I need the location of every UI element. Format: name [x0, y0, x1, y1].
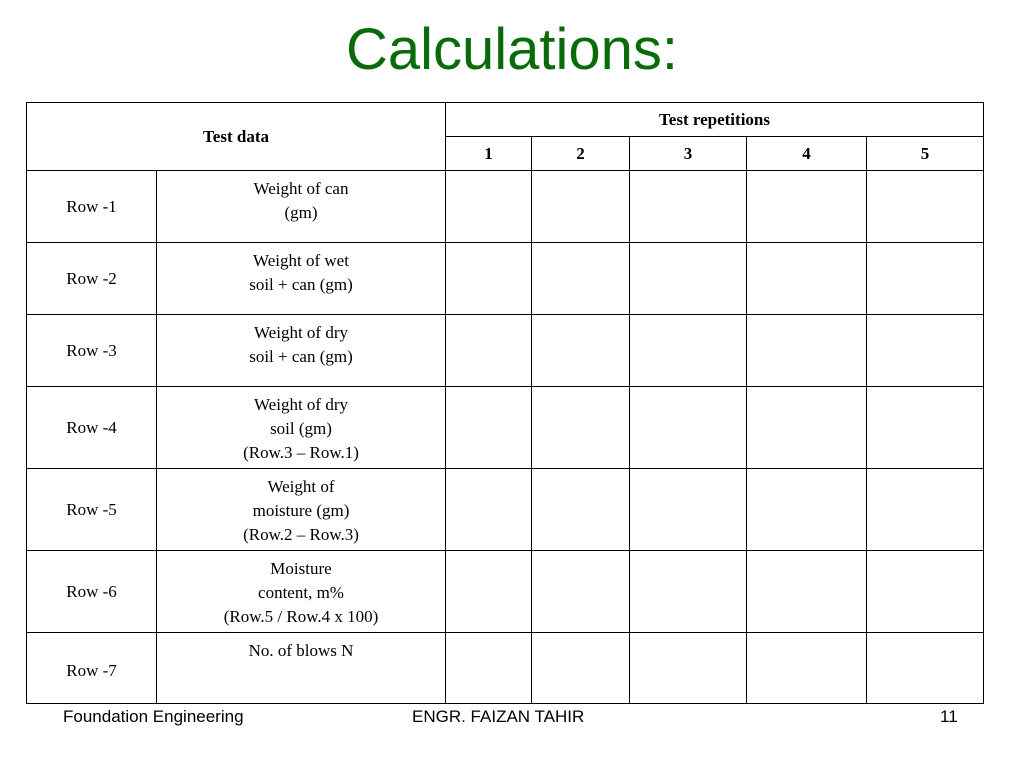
data-cell[interactable]	[630, 243, 747, 315]
data-cell[interactable]	[532, 469, 630, 551]
description-line: (gm)	[284, 203, 318, 222]
data-cell[interactable]	[747, 243, 867, 315]
data-cell[interactable]	[747, 633, 867, 704]
table-row	[27, 633, 984, 704]
row-label: Row -2	[27, 243, 157, 315]
table-row	[27, 243, 984, 315]
data-cell[interactable]	[532, 387, 630, 469]
page-number: 11	[940, 707, 958, 726]
description-line: Weight of dry	[254, 395, 348, 414]
row-description	[157, 243, 446, 315]
data-cell[interactable]	[867, 387, 984, 469]
description-line: (Row.2 – Row.3)	[243, 525, 359, 544]
data-cell[interactable]	[630, 469, 747, 551]
data-cell[interactable]	[446, 243, 532, 315]
repetition-header: 4	[747, 137, 867, 171]
data-cell[interactable]	[532, 243, 630, 315]
table-row	[27, 171, 984, 243]
description-line: Weight of dry	[254, 323, 348, 342]
description-line: Moisture	[270, 559, 332, 578]
data-cell[interactable]	[867, 551, 984, 633]
repetition-header: 3	[630, 137, 747, 171]
header-test-data: Test data	[27, 103, 446, 171]
data-cell[interactable]	[446, 387, 532, 469]
row-label: Row -3	[27, 315, 157, 387]
data-cell[interactable]	[747, 387, 867, 469]
data-cell[interactable]	[532, 633, 630, 704]
footer-author: ENGR. FAIZAN TAHIR	[412, 707, 585, 726]
calculations-table	[26, 102, 984, 704]
description-line: No. of blows N	[248, 641, 354, 660]
table-row	[27, 551, 984, 633]
description-line: content, m%	[258, 583, 344, 602]
row-description	[157, 551, 446, 633]
row-label: Row -5	[27, 469, 157, 551]
description-line: soil + can (gm)	[249, 347, 353, 366]
data-cell[interactable]	[532, 551, 630, 633]
data-cell[interactable]	[867, 315, 984, 387]
description-line: Weight of	[267, 477, 335, 496]
data-cell[interactable]	[532, 315, 630, 387]
row-label: Row -4	[27, 387, 157, 469]
data-cell[interactable]	[630, 315, 747, 387]
description-line: Weight of wet	[253, 251, 349, 270]
slide-title: Calculations:	[345, 17, 679, 82]
data-cell[interactable]	[747, 171, 867, 243]
data-cell[interactable]	[446, 315, 532, 387]
row-description	[157, 171, 446, 243]
data-cell[interactable]	[747, 469, 867, 551]
row-description	[157, 469, 446, 551]
data-cell[interactable]	[867, 633, 984, 704]
table-row	[27, 315, 984, 387]
data-cell[interactable]	[446, 551, 532, 633]
row-description	[157, 633, 446, 704]
data-cell[interactable]	[446, 633, 532, 704]
description-line: moisture (gm)	[252, 501, 350, 520]
repetition-header: 5	[867, 137, 984, 171]
description-line: (Row.3 – Row.1)	[243, 443, 359, 462]
row-label: Row -1	[27, 171, 157, 243]
data-cell[interactable]	[446, 469, 532, 551]
description-line: (Row.5 / Row.4 x 100)	[223, 607, 379, 626]
description-line: Weight of can	[253, 179, 349, 198]
data-cell[interactable]	[532, 171, 630, 243]
row-description	[157, 387, 446, 469]
table-row	[27, 469, 984, 551]
footer-course: Foundation Engineering	[63, 707, 244, 726]
header-test-repetitions: Test repetitions	[446, 103, 984, 137]
data-cell[interactable]	[446, 171, 532, 243]
data-cell[interactable]	[867, 171, 984, 243]
repetition-header: 1	[446, 137, 532, 171]
row-label: Row -7	[27, 633, 157, 704]
data-cell[interactable]	[747, 551, 867, 633]
row-label: Row -6	[27, 551, 157, 633]
data-cell[interactable]	[867, 469, 984, 551]
data-cell[interactable]	[630, 551, 747, 633]
data-cell[interactable]	[630, 387, 747, 469]
data-cell[interactable]	[867, 243, 984, 315]
row-description	[157, 315, 446, 387]
data-cell[interactable]	[630, 171, 747, 243]
data-cell[interactable]	[630, 633, 747, 704]
table-row	[27, 387, 984, 469]
data-cell[interactable]	[747, 315, 867, 387]
description-line: soil (gm)	[270, 419, 332, 438]
repetition-header: 2	[532, 137, 630, 171]
description-line: soil + can (gm)	[249, 275, 353, 294]
